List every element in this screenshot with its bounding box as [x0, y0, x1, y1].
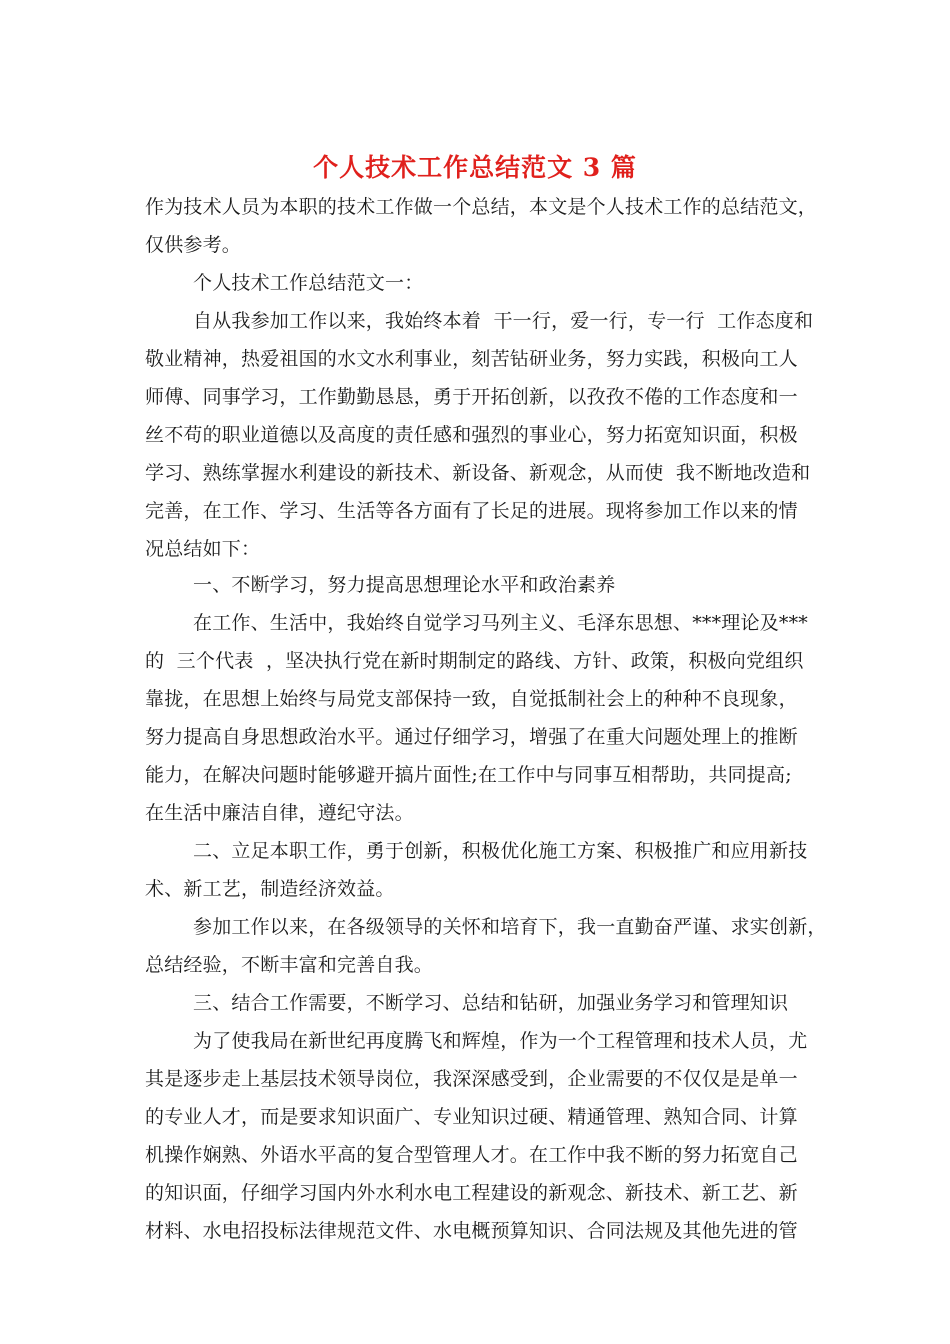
text-line: 况总结如下： [145, 538, 261, 560]
text-line: 在生活中廉洁自律，遵纪守法。 [145, 802, 414, 824]
document-title: 个人技术工作总结范文 3 篇 [313, 153, 637, 182]
text-line: 作为技术人员为本职的技术工作做一个总结，本文是个人技术工作的总结范文， [145, 196, 818, 218]
text-line: 学习、熟练掌握水利建设的新技术、新设备、新观念，从而使 我不断地改造和 [145, 462, 811, 484]
section-heading: 一、不断学习，努力提高思想理论水平和政治素养 [193, 574, 616, 596]
section-heading: 个人技术工作总结范文一： [193, 272, 424, 294]
text-line: 自从我参加工作以来，我始终本着 干一行，爱一行，专一行 工作态度和 [193, 310, 814, 332]
text-line: 总结经验，不断丰富和完善自我。 [145, 954, 434, 976]
section-heading: 二、立足本职工作，勇于创新，积极优化施工方案、积极推广和应用新技 [193, 840, 808, 862]
text-line: 的专业人才，而是要求知识面广、专业知识过硬、精通管理、熟知合同、计算 [145, 1106, 798, 1128]
text-line: 参加工作以来，在各级领导的关怀和培育下，我一直勤奋严谨、求实创新， [193, 916, 827, 938]
text-line: 的 三个代表 ，坚决执行党在新时期制定的路线、方针、政策，积极向党组织 [145, 650, 804, 672]
text-line: 完善，在工作、学习、生活等各方面有了长足的进展。现将参加工作以来的情 [145, 500, 798, 522]
text-line: 靠拢，在思想上始终与局党支部保持一致，自觉抵制社会上的种种不良现象， [145, 688, 798, 710]
text-line: 仅供参考。 [145, 234, 242, 256]
text-line: 其是逐步走上基层技术领导岗位，我深深感受到，企业需要的不仅仅是是单一 [145, 1068, 798, 1090]
text-line: 材料、水电招投标法律规范文件、水电概预算知识、合同法规及其他先进的管 [145, 1220, 798, 1242]
text-line: 能力，在解决问题时能够避开搞片面性;在工作中与同事互相帮助，共同提高; [145, 764, 792, 786]
text-line: 的知识面，仔细学习国内外水利水电工程建设的新观念、新技术、新工艺、新 [145, 1182, 798, 1204]
text-line: 努力提高自身思想政治水平。通过仔细学习，增强了在重大问题处理上的推断 [145, 726, 798, 748]
text-line: 在工作、生活中，我始终自觉学习马列主义、毛泽东思想、***理论及*** [193, 612, 809, 634]
text-line: 师傅、同事学习，工作勤勤恳恳，勇于开拓创新，以孜孜不倦的工作态度和一 [145, 386, 798, 408]
text-line: 敬业精神，热爱祖国的水文水利事业，刻苦钻研业务，努力实践，积极向工人 [145, 348, 798, 370]
text-line: 为了使我局在新世纪再度腾飞和辉煌，作为一个工程管理和技术人员，尤 [193, 1030, 808, 1052]
text-line: 机操作娴熟、外语水平高的复合型管理人才。在工作中我不断的努力拓宽自己 [145, 1144, 798, 1166]
text-line: 术、新工艺，制造经济效益。 [145, 878, 395, 900]
text-line: 丝不苟的职业道德以及高度的责任感和强烈的事业心，努力拓宽知识面，积极 [145, 424, 798, 446]
section-heading: 三、结合工作需要，不断学习、总结和钻研，加强业务学习和管理知识 [193, 992, 789, 1014]
